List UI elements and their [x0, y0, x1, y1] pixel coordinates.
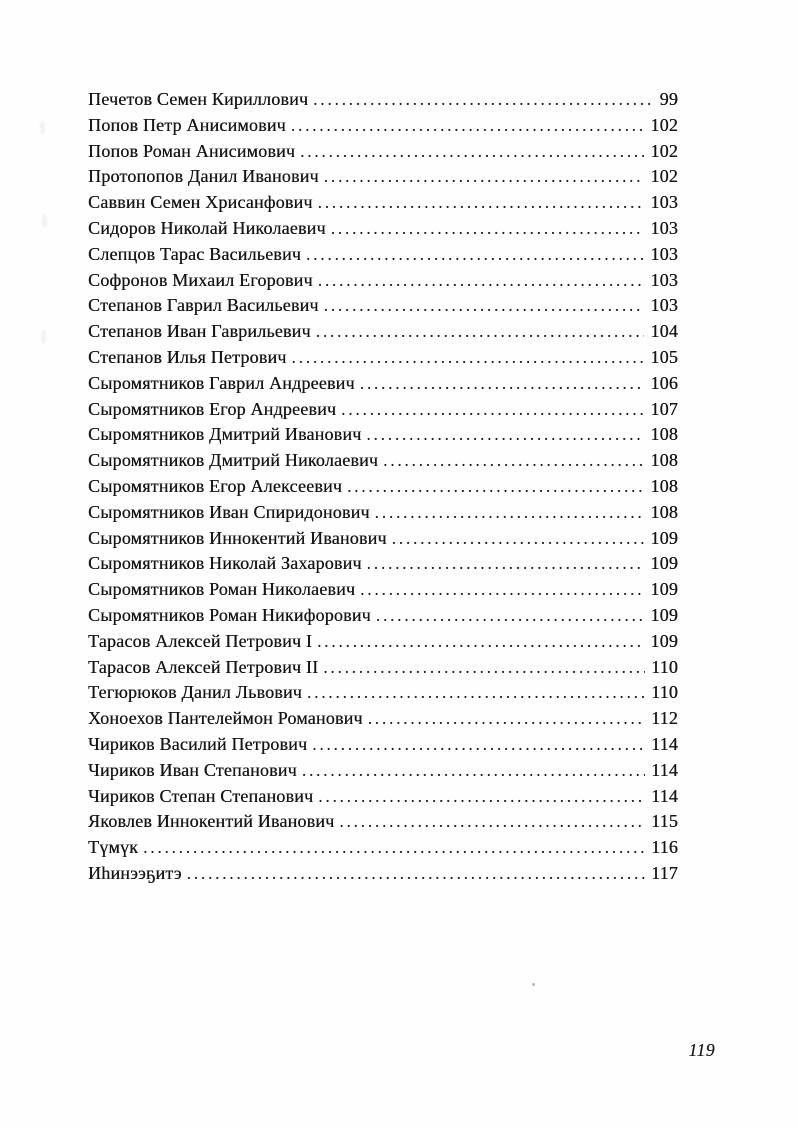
toc-leader-dots [306, 242, 644, 268]
toc-leader-dots [312, 732, 645, 758]
toc-list [88, 87, 678, 887]
toc-entry [88, 319, 678, 345]
toc-entry [88, 577, 678, 603]
scan-edge-artifact [42, 214, 47, 228]
toc-leader-dots [368, 706, 645, 732]
toc-entry-title: Сыромятников Николай Захарович [88, 553, 362, 574]
toc-entry-title: Попов Петр Анисимович [88, 114, 286, 135]
toc-leader-dots [360, 371, 645, 397]
toc-leader-dots [143, 835, 645, 861]
toc-entry-page: 102 [650, 140, 678, 161]
toc-entry [88, 655, 678, 681]
toc-entry-page: 108 [650, 424, 678, 445]
toc-entry-title: Сыромятников Роман Николаевич [88, 579, 356, 600]
toc-entry-title: Слепцов Тарас Васильевич [88, 243, 302, 264]
toc-leader-dots [383, 448, 644, 474]
toc-leader-dots [341, 397, 644, 423]
toc-entry [88, 500, 678, 526]
toc-leader-dots [367, 551, 645, 577]
toc-entry-page: 104 [650, 321, 678, 342]
toc-entry [88, 861, 678, 887]
toc-entry-title: Чириков Иван Степанович [88, 759, 297, 780]
toc-entry-page: 114 [651, 785, 678, 806]
toc-entry-title: Хоноехов Пантелеймон Романович [88, 708, 363, 729]
toc-entry-title: Сыромятников Егор Андреевич [88, 398, 337, 419]
toc-leader-dots [376, 603, 645, 629]
toc-leader-dots [317, 629, 644, 655]
toc-entry-page: 109 [650, 630, 678, 651]
toc-entry [88, 87, 678, 113]
toc-entry-page: 109 [650, 553, 678, 574]
toc-entry [88, 190, 678, 216]
toc-entry-page: 117 [651, 862, 678, 883]
toc-entry [88, 448, 678, 474]
toc-leader-dots [302, 758, 645, 784]
toc-entry [88, 551, 678, 577]
toc-entry [88, 139, 678, 165]
scan-edge-artifact [40, 120, 45, 134]
toc-entry-page: 105 [650, 346, 678, 367]
toc-entry [88, 732, 678, 758]
toc-entry-page: 109 [650, 579, 678, 600]
toc-entry-page: 109 [650, 604, 678, 625]
toc-entry-page: 103 [650, 243, 678, 264]
toc-entry [88, 113, 678, 139]
toc-leader-dots [187, 861, 645, 887]
toc-entry-page: 99 [659, 89, 678, 109]
toc-entry [88, 526, 678, 552]
toc-entry-title: Сидоров Николай Николаевич [88, 217, 326, 238]
toc-entry-page: 108 [650, 475, 678, 496]
toc-entry-title: Сыромятников Егор Алексеевич [88, 475, 343, 496]
toc-entry [88, 216, 678, 242]
toc-entry-page: 110 [651, 656, 678, 677]
toc-entry [88, 397, 678, 423]
toc-entry [88, 835, 678, 861]
toc-entry-title: Сыромятников Дмитрий Николаевич [88, 450, 379, 471]
toc-leader-dots [339, 809, 645, 835]
toc-entry-title: Сыромятников Гаврил Андреевич [88, 372, 355, 393]
toc-entry-title: Степанов Илья Петрович [88, 346, 287, 367]
toc-entry [88, 629, 678, 655]
toc-leader-dots [375, 500, 645, 526]
page-number: 119 [688, 1040, 715, 1060]
toc-entry-page: 106 [650, 372, 678, 393]
toc-entry-title: Сыромятников Роман Никифорович [88, 604, 371, 625]
toc-entry [88, 603, 678, 629]
toc-entry-title: Чириков Степан Степанович [88, 785, 314, 806]
toc-entry-title: Тегюрюков Данил Львович [88, 682, 302, 703]
toc-leader-dots [331, 216, 645, 242]
scan-speck [532, 983, 535, 986]
toc-leader-dots [323, 655, 645, 681]
toc-entry-title: Степанов Гаврил Васильевич [88, 295, 319, 316]
toc-leader-dots [324, 164, 645, 190]
toc-entry-page: 108 [650, 450, 678, 471]
toc-entry-title: Сыромятников Иннокентий Иванович [88, 527, 387, 548]
toc-entry [88, 680, 678, 706]
toc-entry [88, 164, 678, 190]
toc-entry-page: 109 [650, 527, 678, 548]
toc-entry [88, 242, 678, 268]
toc-entry-title: Печетов Семен Кириллович [88, 89, 309, 109]
toc-leader-dots [307, 680, 645, 706]
toc-entry-page: 112 [651, 708, 678, 729]
toc-leader-dots [292, 345, 645, 371]
scan-edge-artifact [41, 330, 46, 344]
toc-entry-title: Софронов Михаил Егорович [88, 269, 313, 290]
toc-entry [88, 706, 678, 732]
toc-entry-page: 110 [651, 682, 678, 703]
toc-entry-title: Сыромятников Иван Спиридонович [88, 501, 370, 522]
toc-leader-dots [324, 293, 645, 319]
toc-entry-title: Тарасов Алексей Петрович I [88, 630, 313, 651]
toc-entry-page: 114 [651, 733, 678, 754]
toc-entry-title: Степанов Иван Гаврильевич [88, 321, 311, 342]
toc-entry [88, 371, 678, 397]
toc-entry-page: 102 [650, 114, 678, 135]
toc-entry [88, 293, 678, 319]
toc-entry [88, 422, 678, 448]
toc-leader-dots [291, 113, 645, 139]
toc-entry-page: 116 [651, 837, 678, 858]
toc-leader-dots [366, 422, 644, 448]
toc-entry-title: Тарасов Алексей Петрович II [88, 656, 319, 677]
toc-entry-title: Чириков Василий Петрович [88, 733, 308, 754]
toc-entry-page: 115 [651, 811, 678, 832]
toc-leader-dots [316, 319, 645, 345]
toc-leader-dots [392, 526, 645, 552]
toc-entry-page: 103 [650, 269, 678, 290]
toc-entry-title: Сыромятников Дмитрий Иванович [88, 424, 362, 445]
toc-leader-dots [318, 268, 645, 294]
toc-entry-title: Түмүк [88, 837, 139, 858]
toc-entry-title: Протопопов Данил Иванович [88, 166, 319, 187]
toc-entry-title: Саввин Семен Хрисанфович [88, 192, 313, 213]
toc-leader-dots [318, 784, 645, 810]
toc-leader-dots [318, 190, 645, 216]
toc-entry [88, 345, 678, 371]
toc-leader-dots [300, 139, 644, 165]
toc-leader-dots [360, 577, 644, 603]
toc-entry-title: Иһинээҕитэ [88, 862, 182, 883]
toc-entry-title: Яковлев Иннокентий Иванович [88, 811, 335, 832]
toc-entry [88, 268, 678, 294]
toc-entry-page: 107 [650, 398, 678, 419]
toc-entry-page: 102 [650, 166, 678, 187]
toc-entry [88, 758, 678, 784]
toc-entry [88, 809, 678, 835]
toc-entry-title: Попов Роман Анисимович [88, 140, 296, 161]
toc-leader-dots [347, 474, 644, 500]
toc-entry-page: 103 [650, 192, 678, 213]
toc-entry [88, 784, 678, 810]
toc-entry [88, 474, 678, 500]
toc-entry-page: 114 [651, 759, 678, 780]
toc-entry-page: 108 [650, 501, 678, 522]
toc-entry-page: 103 [650, 295, 678, 316]
toc-leader-dots [313, 87, 653, 113]
toc-entry-page: 103 [650, 217, 678, 238]
